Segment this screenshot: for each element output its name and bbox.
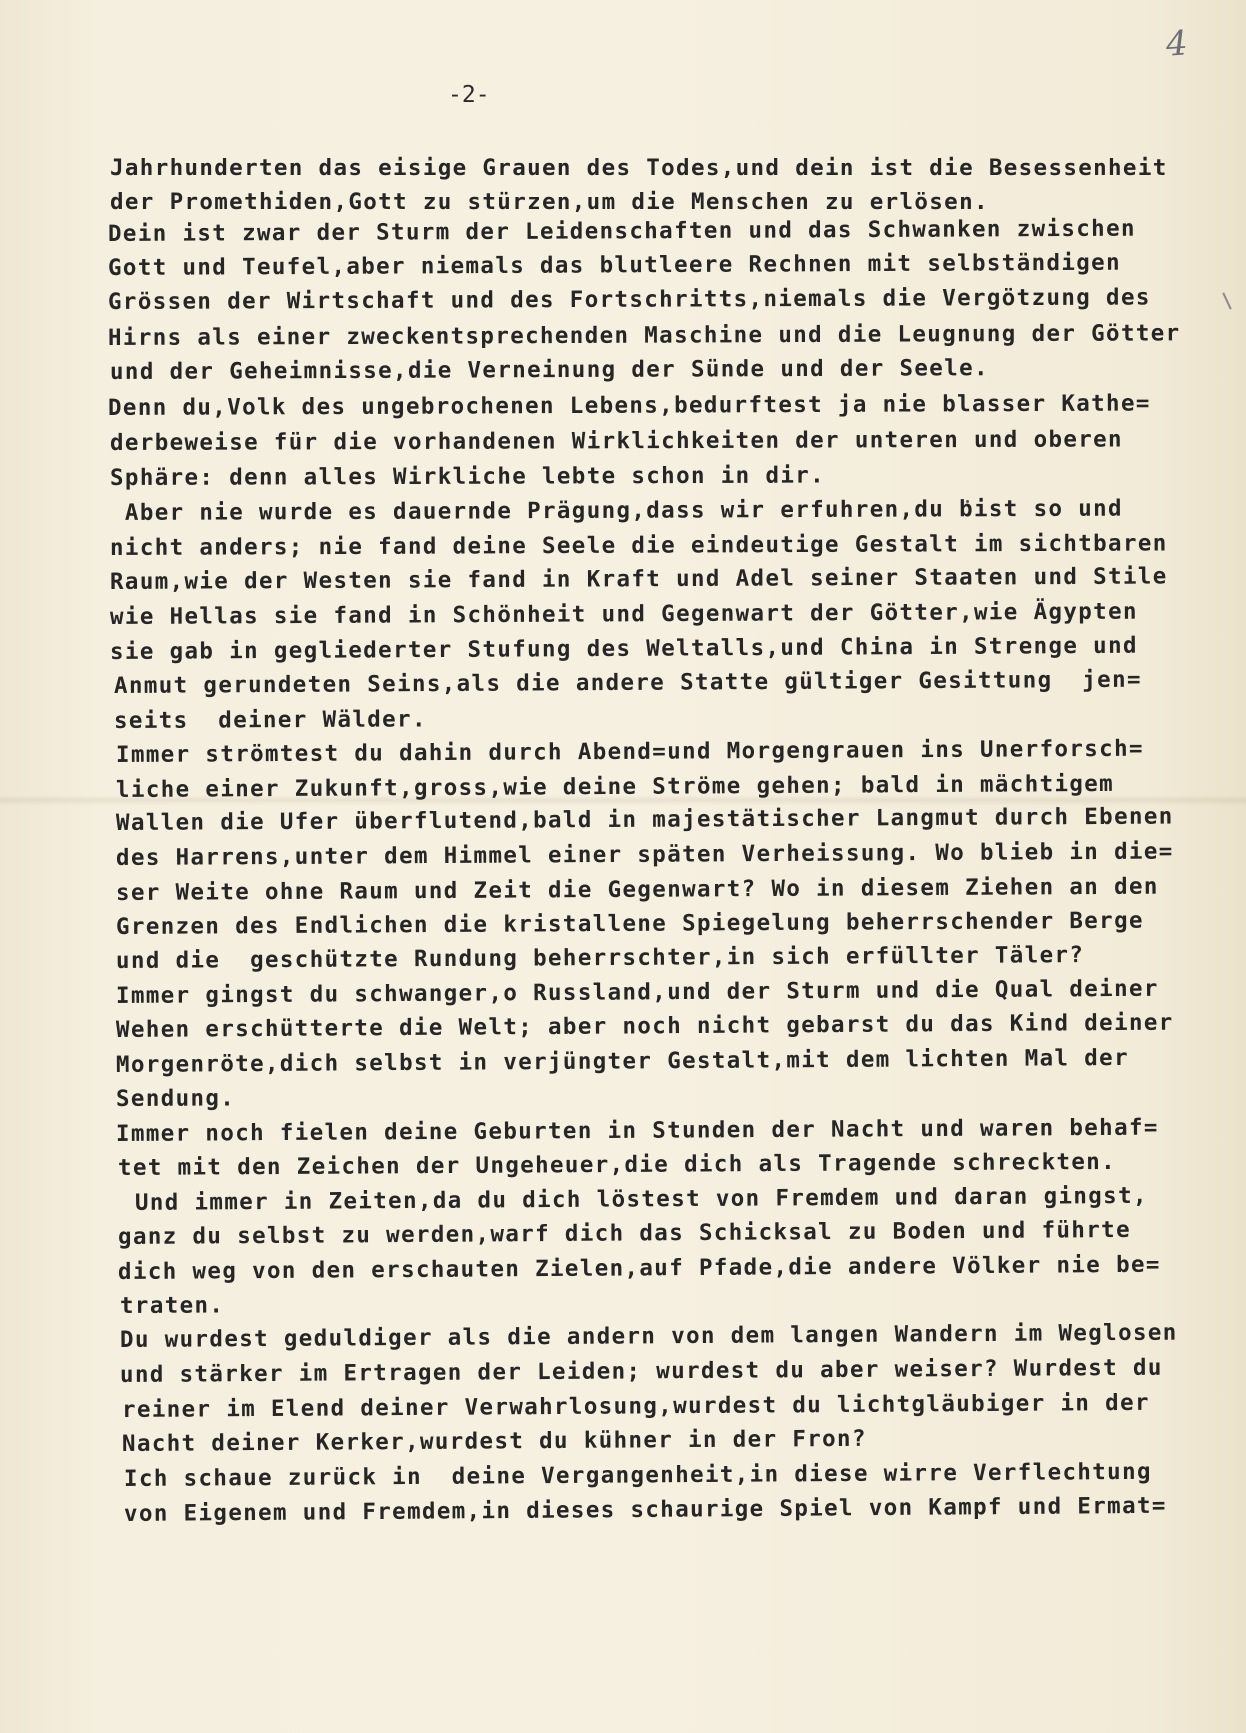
text-line: Wallen die Ufer überflutend,bald in majestätischer Langmut durch Ebenen [115,803,1174,836]
text-line: Immer noch fielen deine Geburten in Stunden der Nacht und waren behaf= [115,1114,1159,1147]
text-line: der Promethiden,Gott zu stürzen,um die Menschen zu erlösen. [110,189,989,215]
text-line: Hirns als einer zweckentsprechenden Maschine und die Leugnung der Götter [107,320,1181,351]
text-line: Wehen erschütterte die Welt; aber noch nicht gebarst du das Kind deiner [115,1009,1174,1043]
text-line: des Harrens,unter dem Himmel einer späten Verheissung. Wo blieb in die= [115,838,1174,871]
text-line: Immer strömtest du dahin durch Abend=und Morgengrauen ins Unerforsch= [115,735,1144,768]
text-line: Morgenröte,dich selbst in verjüngter Gestalt,mit dem lichten Mal der [115,1044,1130,1078]
text-line: ganz du selbst zu werden,warf dich das Schicksal zu Boden und führte [117,1216,1132,1250]
text-line: Nacht deiner Kerker,wurdest du kühner in der Fron? [121,1425,867,1457]
text-line: Grössen der Wirtschaft und des Fortschritts,niemals die Vergötzung des [107,284,1151,315]
text-line: wie Hellas sie fand in Schönheit und Gegenwart der Götter,wie Ägypten [109,598,1138,630]
text-line: Ich schaue zurück in deine Vergangenheit,in diese wirre Verflechtung [123,1458,1152,1492]
text-line: Jahrhunderten das eisige Grauen des Todes,und dein ist die Besessenheit [110,155,1168,181]
text-line: ser Weite ohne Raum und Zeit die Gegenwart? Wo in diesem Ziehen an den [115,873,1159,906]
text-line: Dein ist zwar der Sturm der Leidenschaften und das Schwanken zwischen [107,215,1136,247]
text-line: Anmut gerundeten Seins,als die andere Statte gültiger Gesittung jen= [113,666,1142,699]
text-line: dich weg von den erschauten Zielen,auf Pfade,die andere Völker nie be= [117,1251,1161,1285]
text-line: seits deiner Wälder. [113,706,427,734]
text-line: Grenzen des Endlichen die kristallene Spiegelung beherrschender Berge [115,907,1144,940]
text-line: traten. [119,1292,225,1319]
text-line: und die geschützte Rundung beherrschter,in sich erfüllter Täler? [115,942,1085,974]
text-line: Sendung. [115,1085,236,1112]
text-line: Sphäre: denn alles Wirkliche lebte schon in dir. [109,462,826,491]
text-line: Gott und Teufel,aber niemals das blutleere Rechnen mit selbständigen [107,249,1121,281]
text-line: sie gab in gegliederter Stufung des Weltalls,und China in Strenge und [109,632,1138,665]
text-line: Denn du,Volk des ungebrochenen Lebens,bedurftest ja nie blasser Kathe= [107,390,1151,421]
text-line: und stärker im Ertragen der Leiden; wurdest du aber weiser? Wurdest du [119,1354,1163,1388]
text-line: Aber nie wurde es dauernde Prägung,dass wir erfuhren,du bist so und [109,495,1123,526]
text-line: Immer gingst du schwanger,o Russland,und der Sturm und die Qual deiner [115,975,1159,1009]
text-line: derbeweise für die vorhandenen Wirklichkeiten der unteren und oberen [109,426,1123,456]
text-line: und der Geheimnisse,die Verneinung der Sünde und der Seele. [109,355,989,385]
text-line: Raum,wie der Westen sie fand in Kraft und Adel seiner Staaten und Stile [109,563,1168,595]
text-line: tet mit den Zeichen der Ungeheuer,die dich als Tragende schreckten. [117,1148,1117,1181]
text-line: Und immer in Zeiten,da du dich löstest von Fremdem und daran gingst, [119,1182,1148,1216]
text-line: reiner im Elend deiner Verwahrlosung,wurdest du lichtgläubiger in der [121,1389,1150,1423]
text-line: Du wurdest geduldiger als die andern von dem langen Wandern im Weglosen [119,1319,1178,1353]
text-line: liche einer Zukunft,gross,wie deine Ströme gehen; bald in mächtigem [115,770,1115,803]
handwritten-folio-number: 4 [1164,23,1190,65]
page-number: -2- [448,82,490,108]
margin-mark [1222,292,1231,309]
text-line: von Eigenem und Fremdem,in dieses schaurige Spiel von Kampf und Ermat= [123,1492,1167,1527]
text-line: nicht anders; nie fand deine Seele die eindeutige Gestalt im sichtbaren [109,530,1168,561]
